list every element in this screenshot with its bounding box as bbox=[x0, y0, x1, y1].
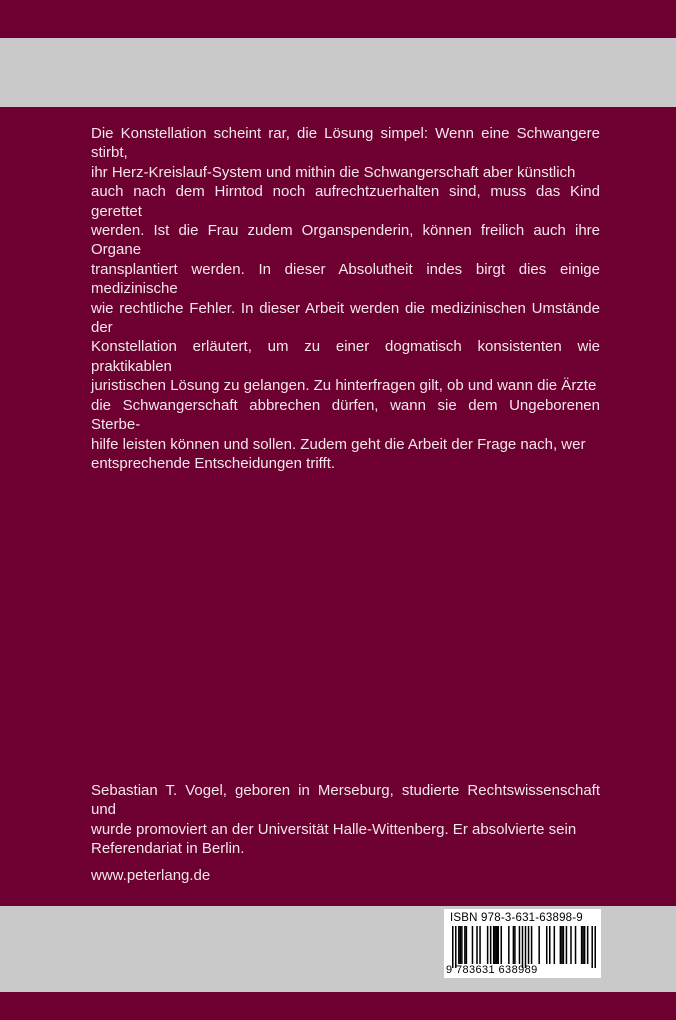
barcode-bar bbox=[452, 926, 454, 968]
top-grey-band bbox=[0, 38, 676, 107]
barcode-bar bbox=[563, 926, 565, 964]
blurb-line: auch nach dem Hirntod noch aufrechtzuerhalten sind, muss das Kind gerettet bbox=[91, 183, 600, 220]
barcode-bar bbox=[455, 926, 457, 968]
blurb-line: ihr Herz-Kreislauf-System und mithin die Schwangerschaft aber künstlich bbox=[91, 163, 576, 181]
barcode-bar bbox=[549, 926, 551, 964]
barcode-bar bbox=[587, 926, 589, 964]
barcode-bar bbox=[591, 926, 593, 968]
barcode-bar bbox=[594, 926, 596, 968]
blurb-line: werden. Ist die Frau zudem Organspenderin, können freilich auch ihre Organe bbox=[91, 222, 600, 259]
blurb-line: hilfe leisten können und sollen. Zudem geht die Arbeit der Frage nach, wer bbox=[91, 435, 586, 453]
barcode-bar bbox=[522, 926, 524, 968]
barcode-bar bbox=[528, 926, 530, 964]
barcode-bar bbox=[461, 926, 463, 964]
blurb-line: juristischen Lösung zu gelangen. Zu hinterfragen gilt, ob und wann die Ärzte bbox=[91, 377, 597, 395]
barcode-bar bbox=[472, 926, 474, 964]
barcode-bar bbox=[525, 926, 527, 968]
isbn-barcode-panel bbox=[444, 909, 601, 978]
ean13-barcode-icon bbox=[452, 926, 596, 968]
barcode-bar bbox=[554, 926, 556, 964]
barcode-bar bbox=[496, 926, 498, 964]
blurb-line: wie rechtliche Fehler. In dieser Arbeit werden die medizinischen Umstände der bbox=[91, 299, 600, 337]
blurb-line: transplantiert werden. In dieser Absolutheit indes birgt dies einige medizinische bbox=[91, 260, 600, 298]
blurb-line: Die Konstellation scheint rar, die Lösung simpel: Wenn eine Schwangere stirbt, bbox=[91, 125, 600, 162]
barcode-bar bbox=[479, 926, 481, 964]
barcode-bar bbox=[546, 926, 548, 964]
barcode-bar bbox=[490, 926, 492, 964]
barcode-bar bbox=[560, 926, 562, 964]
barcode-bar bbox=[582, 926, 584, 964]
author-bio-line: Referendariat in Berlin. bbox=[91, 840, 245, 858]
barcode-bar bbox=[466, 926, 468, 964]
barcode-bar bbox=[570, 926, 572, 964]
barcode-bar bbox=[531, 926, 533, 964]
blurb-line: die Schwangerschaft abbrechen dürfen, wann sie dem Ungeborenen Sterbe- bbox=[91, 396, 600, 434]
barcode-bar bbox=[514, 926, 516, 964]
barcode-bar bbox=[476, 926, 478, 964]
barcode-bar bbox=[501, 926, 503, 964]
barcode-bar bbox=[494, 926, 496, 964]
barcode-bar bbox=[460, 926, 462, 964]
barcode-bar bbox=[464, 926, 466, 964]
blurb-line: Konstellation erläutert, um zu einer dogmatisch konsistenten wie praktikablen bbox=[91, 338, 600, 375]
barcode-bar bbox=[575, 926, 577, 964]
ean-digits: 9 783631 638989 bbox=[446, 964, 538, 976]
barcode-bar bbox=[581, 926, 583, 964]
barcode-bar bbox=[487, 926, 489, 964]
barcode-bar bbox=[566, 926, 568, 964]
publisher-website: www.peterlang.de bbox=[91, 867, 211, 884]
author-bio bbox=[91, 781, 600, 859]
author-bio-line: wurde promoviert an der Universität Halle-Wittenberg. Er absolvierte sein bbox=[91, 820, 577, 838]
isbn-label: ISBN 978-3-631-63898-9 bbox=[450, 912, 583, 924]
barcode-bar bbox=[584, 926, 586, 964]
barcode-bar bbox=[519, 926, 521, 964]
author-bio-line: Sebastian T. Vogel, geboren in Merseburg, studierte Rechtswissenschaft und bbox=[91, 782, 600, 819]
barcode-bar bbox=[493, 926, 495, 964]
blurb-text bbox=[91, 124, 600, 473]
barcode-bar bbox=[538, 926, 540, 964]
barcode-bar bbox=[497, 926, 499, 964]
barcode-bar bbox=[458, 926, 460, 964]
barcode-bar bbox=[561, 926, 563, 964]
blurb-line: entsprechende Entscheidungen trifft. bbox=[91, 454, 336, 472]
barcode-bar bbox=[513, 926, 515, 964]
barcode-bar bbox=[508, 926, 510, 964]
